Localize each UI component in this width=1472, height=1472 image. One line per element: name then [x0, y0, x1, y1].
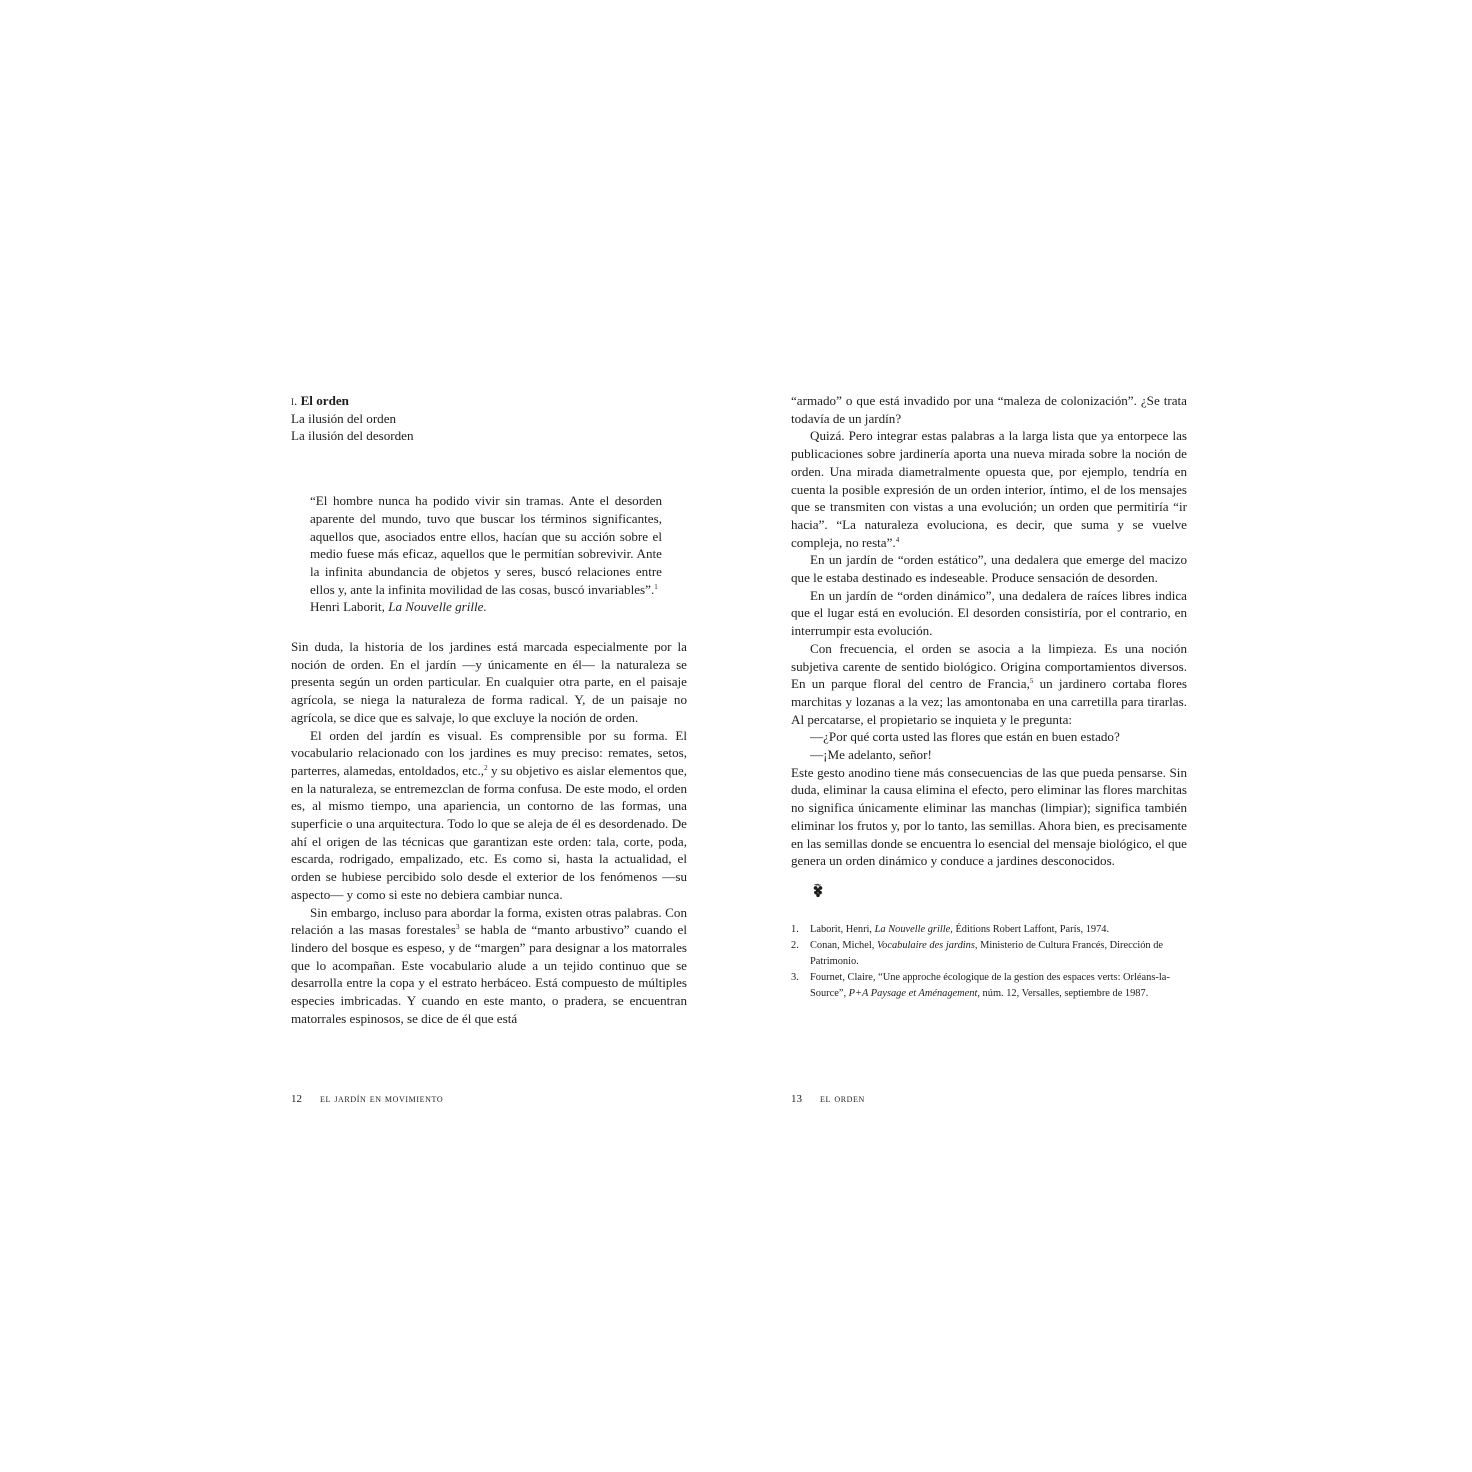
footnote-title: La Nouvelle grille — [874, 923, 951, 935]
epigraph-attribution — [310, 598, 662, 616]
right-body-text — [791, 392, 1187, 870]
chapter-title: El orden — [300, 393, 349, 408]
paragraph-text: Quizá. Pero integrar estas palabras a la larga lista que ya entorpece las publicaciones sobre jardinería aporta una nueva mirada sobre la noción de orden. Una mirada diametralmente opuesta que, por ejemplo, tendría en cuenta la posible expresión de un orden interior, íntimo, el de los mensajes que se transmiten con vistas a una evolución; un orden que permitiría “ir hacia”. “La naturaleza evoluciona, es decir, que suma y se vuelve compleja, no resta”. — [791, 428, 1187, 550]
paragraph: Este gesto anodino tiene más consecuencias de las que pueda pensarse. Sin duda, eliminar la causa elimina el efecto, pero eliminar las flores marchitas no significa únicamente eliminar las manchas (limpiar); significa también eliminar los frutos y, por lo tanto, las semillas. Ahora bien, es precisamente en las semillas donde se encuentra lo esencial del mensaje biológico, el que genera un orden dinámico y conduce a jardines desconocidos. — [791, 764, 1187, 869]
footnote-text-part: Conan, Michel, — [810, 940, 877, 952]
footnote-title: Vocabulaire des jardins — [876, 940, 975, 952]
footnote-number: 2. — [791, 940, 799, 952]
footnotes — [791, 922, 1187, 1002]
footnote-text-part: Laborit, Henri, — [810, 923, 875, 935]
epigraph-author: Henri Laborit, — [310, 599, 385, 615]
running-head: el jardín en movimiento — [320, 1093, 444, 1105]
paragraph: Sin duda, la historia de los jardines está marcada especialmente por la noción de orden. En el jardín —y únicamente en él— la naturaleza se presenta según un orden particular. En cualquier otra parte, en el paisaje agrícola, se niega la naturaleza de forma radical. Y, de un paisaje no agrícola, se dice que es salvaje, lo que excluye la noción de orden. — [291, 639, 687, 725]
epigraph-quote-text: “El hombre nunca ha podido vivir sin tramas. Ante el desorden aparente del mundo, tuvo que buscar los términos significantes, aquellos que, asociados entre ellos, hacían que su acción sobre el medio fuese más eficaz, aquellos que le permitían sobrevivir. Ante la infinita abundancia de objetos y seres, buscó relaciones entre ellos y, ante la infinita movilidad de las cosas, buscó invariables”. — [310, 493, 662, 597]
epigraph-work: La Nouvelle grille. — [388, 599, 487, 615]
paragraph — [791, 427, 1187, 551]
footnote-text — [810, 970, 1187, 1001]
paragraph: En un jardín de “orden dinámico”, una dedalera de raíces libres indica que el lugar está en evolución. El desorden consistiría, por el contrario, en interrumpir esta evolución. — [791, 587, 1187, 639]
paragraph: “armado” o que está invadido por una “maleza de colonización”. ¿Se trata todavía de un jardín? — [791, 393, 1187, 426]
paragraph-text: El orden del jardín es visual. Es comprensible por su forma. El vocabulario relacionado con los jardines es muy preciso: remates, setos, parterres, alamedas, entoldados, etc., — [291, 727, 687, 778]
footnote-text-part: Fournet, Claire, “Une approche écologique de la gestion des espaces verts: Orléans-la-Source”, — [810, 972, 1170, 999]
footnote — [791, 922, 1187, 938]
dialog-line: —¿Por qué corta usted las flores que están en buen estado? — [810, 729, 1120, 745]
footnote — [791, 970, 1187, 1001]
footnote-number: 3. — [791, 972, 799, 984]
paragraph: En un jardín de “orden estático”, una dedalera que emerge del macizo que le estaba destinado es indeseable. Produce sensación de desorden. — [791, 552, 1187, 586]
chapter-subtitle: La ilusión del orden — [291, 410, 397, 426]
footnote-text-part: , Éditions Robert Laffont, París, 1974. — [950, 923, 1110, 935]
chapter-number: i. — [291, 393, 298, 408]
paragraph — [291, 727, 687, 904]
footnote-ref: 5 — [1029, 677, 1034, 686]
page-number: 12 — [291, 1093, 302, 1105]
footnote-ref: 1 — [654, 582, 658, 591]
paragraph — [791, 640, 1187, 729]
grape-cluster-fleuron-icon — [810, 882, 826, 898]
footnote-text — [810, 938, 1187, 969]
paragraph-text: Con frecuencia, el orden se asocia a la limpieza. Es una noción subjetiva carente de sentido biológico. Origina comportamientos diversos. En un parque floral del centro de Francia, — [791, 640, 1187, 692]
footnote-ref: 3 — [456, 923, 460, 932]
footnote-ref: 4 — [895, 535, 900, 544]
dialog-line: —¡Me adelanto, señor! — [810, 747, 932, 763]
left-body-text — [291, 638, 687, 1027]
footnote-ref: 2 — [484, 763, 488, 772]
paragraph-text: Sin embargo, incluso para abordar la forma, existen otras palabras. Con relación a las masas forestales — [291, 904, 687, 938]
right-folio — [791, 1093, 865, 1105]
paragraph-text: se habla de “manto arbustivo” cuando el lindero del bosque es espeso, y de “margen” para designar a los matorrales que lo acompañan. Este vocabulario alude a un tejido continuo que se desarrolla entre la copa y el estrato herbáceo. Está compuesto de múltiples especies imbricadas. Y cuando en este manto, o pradera, se encuentran matorrales espinosos, se dice de él que está — [291, 922, 687, 1026]
footnote-text-part: , núm. 12, Versalles, septiembre de 1987. — [977, 987, 1149, 999]
paragraph-text: y su objetivo es aislar elementos que, en la naturaleza, se entremezclan de forma confusa. De este modo, el orden es, al mismo tiempo, una apariencia, un contorno de las formas, una superficie o una arquitectura. Todo lo que se aleja de él es desordenado. De ahí el origen de las técnicas que garantizan este orden: tala, corte, poda, escarda, rodrigado, empalizado, etc. Es como si, hasta la actualidad, el orden se hubiese percibido solo desde el exterior de los fenómenos —su aspecto— y como si este no debiera cambiar nunca. — [291, 762, 688, 902]
paragraph-text: un jardinero cortaba flores marchitas y lozanas a la vez; las amontonaba en una carretilla para tirarlas. Al percatarse, el propietario se inquieta y le pregunta: — [791, 676, 1187, 727]
epigraph — [310, 492, 662, 616]
footnote-text — [810, 922, 1187, 938]
right-page — [791, 392, 1187, 1002]
footnote-number: 1. — [791, 923, 799, 935]
footnote-text-part: , Ministerio de Cultura Francés, Dirección de Patrimonio. — [810, 940, 1164, 967]
left-folio — [291, 1093, 443, 1105]
footnote — [791, 938, 1187, 969]
footnote-title: P+A Paysage et Aménagement — [848, 987, 978, 999]
chapter-heading — [291, 392, 687, 445]
left-page — [291, 392, 687, 1028]
chapter-subtitle: La ilusión del desorden — [291, 428, 414, 444]
page-number: 13 — [791, 1093, 802, 1105]
paragraph — [291, 904, 687, 1028]
epigraph-quote — [310, 492, 662, 598]
running-head: el orden — [820, 1093, 865, 1105]
